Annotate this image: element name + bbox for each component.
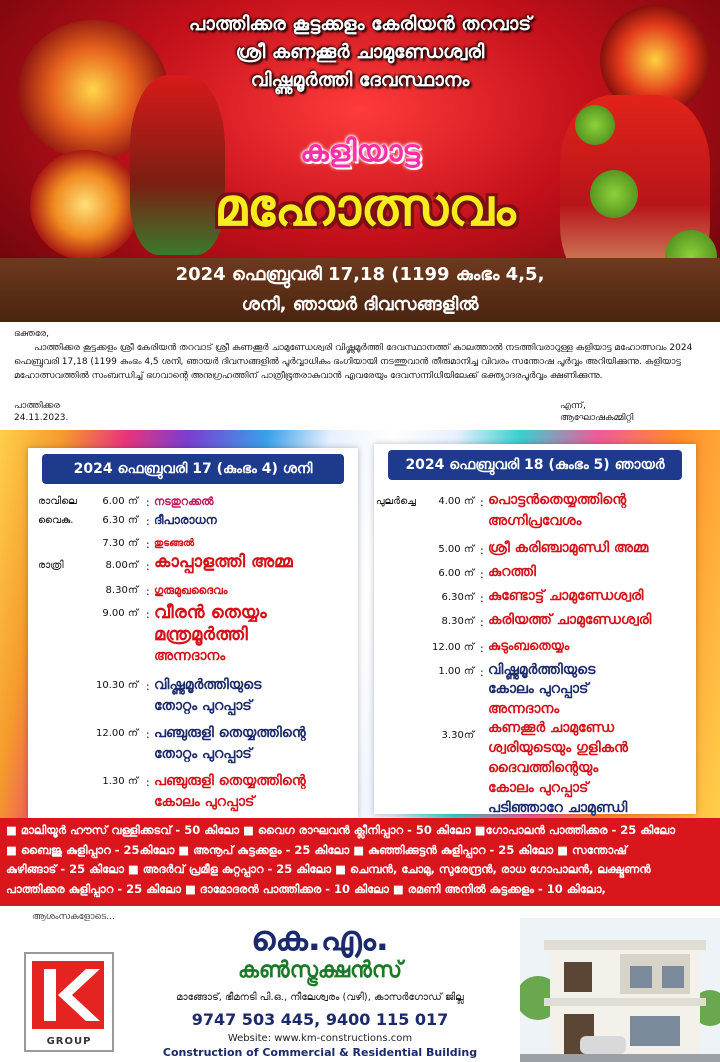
event: അഗ്നിപ്രവേശം bbox=[488, 513, 582, 529]
letter-signature bbox=[560, 400, 633, 424]
date-line-1: 2024 ഫെബ്രുവരി 17,18 (1199 കുംഭം 4,5, bbox=[175, 264, 545, 285]
event: പഞ്ചുരുളി തെയ്യത്തിന്റെ bbox=[154, 773, 306, 789]
time: 9.00 ന് bbox=[102, 608, 138, 619]
letter-place: പാത്തിക്കര bbox=[14, 401, 60, 411]
event: വിഷ്ണുമൂർത്തിയുടെ bbox=[154, 677, 262, 693]
event: തോറ്റം പുറപ്പാട് bbox=[154, 746, 252, 762]
event: കോലം പുറപ്പാട് bbox=[488, 681, 589, 697]
event: ശ്രീ കരിഞ്ചാമുണ്ഡി അമ്മ bbox=[488, 540, 649, 556]
leaf-decoration-icon bbox=[590, 170, 638, 218]
mahotsavam-title: മഹോത്സവം bbox=[214, 178, 516, 238]
time-label: വൈകു. bbox=[38, 515, 74, 526]
firm-address: മാങ്ങോട്, ഭീമനടി പി.ഒ., നീലേശ്വരം (വഴി), കാസർഗോഡ് ജില്ല bbox=[176, 992, 464, 1003]
time: 8.30ന് bbox=[441, 616, 474, 627]
day-1-header: 2024 ഫെബ്രുവരി 17 (കുംഭം 4) ശനി bbox=[42, 454, 344, 484]
day-2-schedule: 2024 ഫെബ്രുവരി 18 (കുംഭം 5) ഞായർ പുലർച്ചെ 4.00 ന് : പൊട്ടൻതെയ്യത്തിന്റെ അഗ്നിപ്രവേശം 5.00 ന് : ശ്രീ കരിഞ്ചാമുണ്ഡി അമ്മ 6.00 ന് : കുറത്തി 6.30ന് : കുണ്ടോട്ട് ചാമുണ്ഡേശ്വരി 8.30ന് : കരിയത്ത് ചാമുണ്ഡേശ്വരി 12.00 ന് : കുടുംബതെയ്യം 1.00 ന് : വിഷ്ണുമൂർത്തിയുടെ കോലം പുറപ്പാട് അന്നദാനം 3.30ന് കണക്കൂർ ചാമുണ്ഡേ ശ്വരിയുടെയും ഗുളികൻ ദൈവത്തിന്റെയും കോലം പുറപ്പാട് പടിഞ്ഞാറേ ചാമുണ്ഡി bbox=[374, 444, 696, 814]
event: ദീപാരാധന bbox=[154, 513, 217, 527]
event: നടതുറക്കൽ bbox=[154, 495, 214, 508]
signature-line-2: ആഘോഷകമ്മിറ്റി bbox=[560, 413, 634, 423]
festival-date-bar bbox=[0, 258, 720, 322]
temple-name-line-1: പാത്തിക്കര കൂട്ടക്കളം കേരിയൻ തറവാട് bbox=[188, 13, 532, 35]
event: ഗുരുമുഖദൈവം bbox=[154, 584, 228, 597]
house-illustration-icon bbox=[520, 918, 720, 1062]
k-letter-icon bbox=[26, 957, 110, 1033]
donor-line: ■ മാലിയൂർ ഹൗസ് വള്ളിക്കടവ് - 50 കിലോ ■ വൈഗ രാഘവൻ ക്ലീനിപ്പാറ - 50 കിലോ ■ഗോപാലൻ പാത്തിക്കര - 25 കിലോ bbox=[6, 823, 676, 837]
event: കോലം പുറപ്പാട് bbox=[488, 780, 589, 796]
event: ശ്വരിയുടെയും ഗുളികൻ bbox=[488, 740, 628, 756]
day-1-schedule: 2024 ഫെബ്രുവരി 17 (കുംഭം 4) ശനി രാവിലെ 6.00 ന് : നടതുറക്കൽ വൈകു. 6.30 ന് : ദീപാരാധന 7.30 ന് : തുടങ്ങൽ രാത്രി 8.00ന് : കാപ്പാളത്തി അമ്മ 8.30ന് : ഗുരുമുഖദൈവം 9.00 ന് : വീരൻ തെയ്യം മന്ത്രമൂർത്തി അന്നദാനം 10.30 ന് : വിഷ്ണുമൂർത്തിയുടെ തോറ്റം പുറപ്പാട് 12.00 ന് : പഞ്ചുരുളി തെയ്യത്തിന്റെ തോറ്റം പുറപ്പാട് 1.30 ന് : പഞ്ചുരുളി തെയ്യത്തിന്റെ കോലം പുറപ്പാട് bbox=[28, 448, 358, 818]
time: 6.00 ന് bbox=[438, 568, 474, 579]
time: 4.00 ന് bbox=[438, 496, 474, 507]
temple-name-line-2: ശ്രീ കണക്കൂർ ചാമുണ്ഡേശ്വരി bbox=[235, 41, 485, 63]
donor-line: പാത്തിക്കര കുളിപ്പാറ - 25 കിലോ ■ ദാമോദരൻ പാത്തിക്കര - 10 കിലോ ■ രമണി അനിൽ കുട്ടക്കളം - 10 കിലോ, bbox=[6, 881, 606, 896]
time: 6.00 ന് bbox=[102, 496, 138, 507]
event: കാപ്പാളത്തി അമ്മ bbox=[154, 552, 293, 572]
event: കണക്കൂർ ചാമുണ്ഡേ bbox=[488, 720, 615, 736]
event: തുടങ്ങൽ bbox=[154, 538, 195, 549]
time: 12.00 ന് bbox=[96, 728, 138, 739]
donor-line: ■ ബൈജു കുളിപ്പാറ - 25കിലോ ■ അനൂപ് കുട്ടക്കളം - 25 കിലോ ■ കുഞ്ഞിക്കുട്ടൻ കുളിപ്പാറ - 25 കിലോ ■ സന്തോഷ് bbox=[6, 842, 627, 857]
greeting: ആശംസകളോടെ... bbox=[32, 912, 115, 922]
firm-tagline: Construction of Commercial & Residential Building bbox=[162, 1046, 478, 1059]
event: പഞ്ചുരുളി തെയ്യത്തിന്റെ bbox=[154, 725, 306, 741]
time: 3.30ന് bbox=[441, 730, 474, 741]
time: 6.30ന് bbox=[441, 592, 474, 603]
event: കോലം പുറപ്പാട് bbox=[154, 794, 255, 810]
temple-name-line-3: വിഷ്ണുമൂർത്തി ദേവസ്ഥാനം bbox=[250, 69, 470, 91]
time: 1.30 ന് bbox=[102, 776, 138, 787]
salutation: ഭക്തരേ, bbox=[14, 329, 49, 339]
event: കുറത്തി bbox=[488, 564, 536, 580]
donor-line: കുഴിങ്ങാട് - 25 കിലോ ■ അദർവ് പ്രമീള കുറ്റപ്പാറ - 25 കിലോ ■ ചെമ്പൻ, ചോമു, സുരേന്ദ്രൻ, രാധ ഗോപാലൻ, ലക്ഷ്മണൻ bbox=[6, 862, 651, 876]
event: അന്നദാനം bbox=[154, 648, 226, 664]
time-label: പുലർച്ചെ bbox=[376, 496, 416, 507]
event: അന്നദാനം bbox=[488, 701, 560, 717]
time-label: രാവിലെ bbox=[38, 496, 77, 507]
time: 10.30 ന് bbox=[96, 680, 138, 691]
time: 6.30 ന് bbox=[102, 515, 138, 526]
logo-group-text: GROUP bbox=[46, 1036, 92, 1047]
event: തോറ്റം പുറപ്പാട് bbox=[154, 698, 252, 714]
invitation-body: പാത്തിക്കര കൂട്ടക്കളം ശ്രീ കേരിയൻ തറവാട് ശ്രീ കണക്കൂർ ചാമുണ്ഡേശ്വരി വിഷ്ണുമൂർത്തി ദേവസ്ഥാനത്ത് കാലത്താൽ നടത്തിവരാറുള്ള കളിയാട്ട മഹോത്സവം 2024 ഫെബ്രുവരി 17,18 (1199 കുംഭം 4,5 ശനി, ഞായർ ദിവസങ്ങളിൽ പൂർവ്വാധികം ഭംഗിയായി നടത്തുവാൻ തീരുമാനിച്ച വിവരം സന്തോഷ പൂർവ്വം അറിയിക്കുന്നു. കളിയാട്ട മഹോത്സവത്തിൽ സംബന്ധിച്ച് ഭഗവാന്റെ അനുഗ്രഹത്തിന് പാത്രീഭൂതരാകുവാൻ എവരേയും ദേവസന്നിധിയിലേക്ക് ഭക്ത്യാദരപൂർവ്വം ക്ഷണിക്കുന്നു. bbox=[14, 343, 693, 381]
event: വിഷ്ണുമൂർത്തിയുടെ bbox=[488, 662, 596, 678]
letter-date: 24.11.2023. bbox=[14, 413, 69, 423]
firm-phone: 9747 503 445, 9400 115 017 bbox=[191, 1010, 449, 1029]
letter-place-date bbox=[14, 400, 68, 424]
signature-line-1: എന്ന്, bbox=[560, 401, 586, 411]
rice-donors-band bbox=[0, 818, 720, 906]
event: കരിയത്ത് ചാമുണ്ഡേശ്വരി bbox=[488, 612, 652, 628]
program-schedule bbox=[0, 430, 720, 818]
event: പടിഞ്ഞാറേ ചാമുണ്ഡി bbox=[488, 800, 628, 816]
time: 12.00 ന് bbox=[432, 642, 474, 653]
invitation-letter bbox=[0, 322, 720, 428]
event: മന്ത്രമൂർത്തി bbox=[154, 624, 248, 645]
date-line-2: ശനി, ഞായർ ദിവസങ്ങളിൽ bbox=[241, 294, 479, 315]
event: വീരൻ തെയ്യം bbox=[154, 602, 267, 623]
firm-name-line-2: കൺസ്ട്രക്ഷൻസ് bbox=[237, 958, 403, 983]
event: ദൈവത്തിന്റെയും bbox=[488, 760, 599, 776]
time: 8.00ന് bbox=[105, 560, 138, 571]
kaliyattam-title: കളിയാട്ട bbox=[300, 134, 420, 169]
event: പൊട്ടൻതെയ്യത്തിന്റെ bbox=[488, 492, 627, 508]
time: 8.30ന് bbox=[105, 585, 138, 596]
time: 5.00 ന് bbox=[438, 544, 474, 555]
day-2-header: 2024 ഫെബ്രുവരി 18 (കുംഭം 5) ഞായർ bbox=[388, 450, 682, 480]
event: കുണ്ടോട്ട് ചാമുണ്ഡേശ്വരി bbox=[488, 588, 644, 604]
firm-name-line-1: കെ.എം. bbox=[251, 919, 389, 959]
theyyam-face-illustration bbox=[30, 150, 140, 260]
time: 1.00 ന് bbox=[438, 666, 474, 677]
event: കുടുംബതെയ്യം bbox=[488, 639, 570, 654]
firm-website: Website: www.km-constructions.com bbox=[227, 1033, 413, 1044]
time: 7.30 ന് bbox=[102, 538, 138, 549]
leaf-decoration-icon bbox=[575, 105, 615, 145]
time-label: രാത്രി bbox=[38, 560, 64, 571]
